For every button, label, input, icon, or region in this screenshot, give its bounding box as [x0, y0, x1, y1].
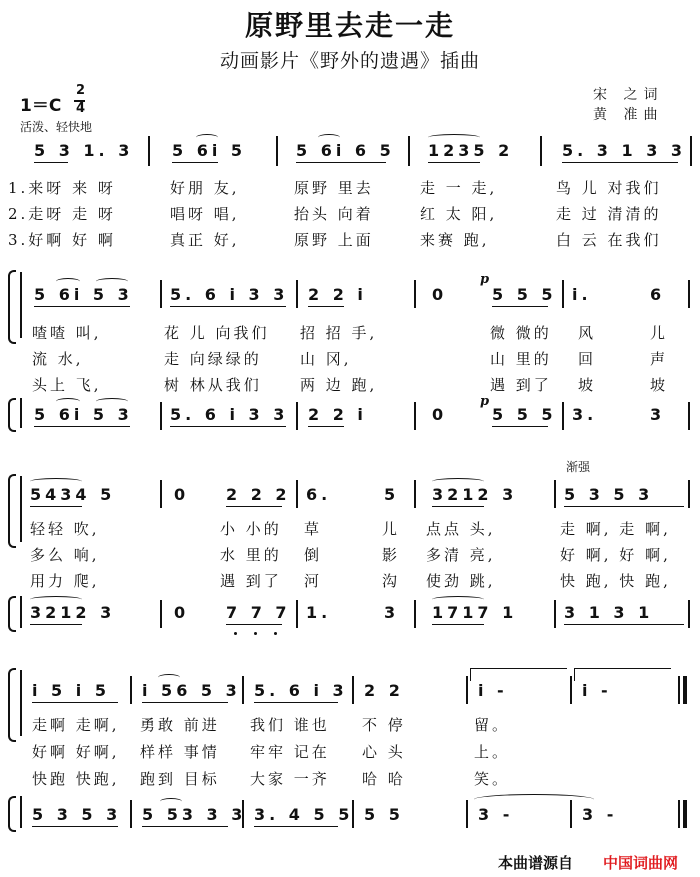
lyric-verse2: 多清 亮, — [426, 546, 496, 564]
slur — [96, 278, 128, 285]
measure-notes: 5 6i 5 3 — [34, 285, 133, 304]
low-octave-dot — [234, 632, 237, 635]
beam-line — [492, 306, 548, 307]
beam-line — [32, 826, 118, 827]
slur — [56, 278, 80, 285]
barline — [466, 676, 468, 704]
measure-notes: 0 — [174, 603, 190, 622]
lyric-verse2: 影 — [382, 546, 401, 564]
lyric-verse1: 花 儿 向我们 — [164, 324, 270, 342]
dynamic-marking: p — [480, 272, 490, 287]
measure-notes: 5. 3 1 3 3 — [562, 141, 687, 160]
final-barline-thin — [678, 800, 680, 828]
measure-notes: 5434 5 — [30, 485, 116, 504]
lyric-verse1: 1.来呀 来 呀 — [8, 179, 116, 197]
barline — [160, 600, 162, 628]
beam-line — [172, 162, 218, 163]
barline — [352, 676, 354, 704]
measure-notes: i - — [582, 681, 612, 700]
lyric-verse3: 快跑 快跑, — [32, 770, 120, 788]
measure-notes: 3212 3 — [432, 485, 518, 504]
lyric-verse3: 沟 — [382, 572, 401, 590]
measure-notes: 2 2 — [364, 681, 404, 700]
final-barline-thick — [683, 676, 687, 704]
barline — [466, 800, 468, 828]
measure-notes: 5. 6 i 3 3 — [170, 285, 289, 304]
measure-notes: 3 - — [478, 805, 514, 824]
key-signature: 1＝C — [20, 96, 62, 116]
barline — [414, 480, 416, 508]
lyric-verse3: 树 林从我们 — [164, 376, 262, 394]
lyric-verse2: 牢牢 记在 — [250, 743, 330, 761]
beam-line — [296, 162, 386, 163]
measure-notes: 5 6i 5 — [172, 141, 247, 160]
measure-notes: 3. — [572, 405, 598, 424]
barline — [688, 480, 690, 508]
barline — [296, 600, 298, 628]
lyric-verse2: 回 — [578, 350, 597, 368]
measure-notes: 5 5 5 — [492, 285, 557, 304]
beam-line — [308, 426, 344, 427]
lyric-verse3: 坡 — [650, 376, 669, 394]
measure-notes: 5 5 — [364, 805, 404, 824]
measure-notes: i 56 5 3 — [142, 681, 241, 700]
system-brace — [8, 796, 16, 832]
beam-line — [564, 624, 684, 625]
lyric-verse2: 山 里的 — [490, 350, 552, 368]
beam-line — [564, 506, 684, 507]
lyric-verse1: 鸟 儿 对我们 — [556, 179, 662, 197]
lyric-verse1: 儿 — [382, 520, 401, 538]
beam-line — [492, 426, 548, 427]
low-octave-dot — [254, 632, 257, 635]
slur — [96, 398, 128, 405]
measure-notes: 1235 2 — [428, 141, 514, 160]
measure-notes: 5 3 5 3 — [564, 485, 654, 504]
lyric-verse1: 风 — [578, 324, 597, 342]
lyric-verse1: 不 停 — [362, 716, 406, 734]
lyric-verse3: 笑。 — [474, 770, 511, 788]
source-label: 本曲谱源自 — [498, 854, 574, 872]
system-bar — [20, 596, 22, 628]
slur — [30, 596, 82, 603]
barline — [688, 280, 690, 308]
slur — [160, 798, 182, 805]
crescendo-marking: 渐强 — [566, 460, 591, 474]
measure-notes: 6 — [650, 285, 666, 304]
final-barline-thick — [683, 800, 687, 828]
measure-notes: 5. 6 i 3 3 — [170, 405, 289, 424]
source-site-link[interactable]: 中国词曲网 — [603, 854, 679, 872]
beam-line — [34, 162, 68, 163]
beam-line — [170, 426, 286, 427]
slur — [318, 134, 340, 141]
lyric-verse2: 样样 事情 — [140, 743, 220, 761]
lyric-verse1: 原野 里去 — [294, 179, 374, 197]
beam-line — [30, 506, 82, 507]
barline — [148, 136, 150, 166]
system-brace — [8, 398, 16, 432]
lyric-verse3: 河 — [304, 572, 323, 590]
system-bar — [20, 398, 22, 428]
slur — [158, 674, 180, 681]
ending-bracket — [470, 668, 567, 681]
lyric-verse3: 使劲 跳, — [426, 572, 496, 590]
beam-line — [226, 624, 282, 625]
lyric-verse1: 喳喳 叫, — [32, 324, 102, 342]
lyric-verse2: 走 过 清清的 — [556, 205, 662, 223]
slur — [196, 134, 218, 141]
lyric-verse2: 多么 响, — [30, 546, 100, 564]
beam-line — [30, 624, 82, 625]
lyric-verse1: 走 一 走, — [420, 179, 498, 197]
measure-notes: 5 — [384, 485, 400, 504]
composer-credit: 黄 准曲 — [593, 107, 664, 123]
beam-line — [32, 702, 118, 703]
lyric-verse2: 抬头 向着 — [294, 205, 374, 223]
measure-notes: i. — [572, 285, 592, 304]
measure-notes: 2 2 i — [308, 285, 367, 304]
system-bar — [20, 670, 22, 736]
time-signature-top: 2 — [76, 83, 86, 98]
beam-line — [428, 162, 480, 163]
measure-notes: 3. 4 5 5 — [254, 805, 354, 824]
system-bar — [20, 272, 22, 338]
lyric-verse3: 哈 哈 — [362, 770, 406, 788]
measure-notes: 2 2 i — [308, 405, 367, 424]
barline — [554, 600, 556, 628]
measure-notes: 5 53 3 3 — [142, 805, 247, 824]
slur — [428, 134, 480, 141]
measure-notes: 1. — [306, 603, 332, 622]
barline — [160, 480, 162, 508]
lyric-verse1: 留。 — [474, 716, 511, 734]
measure-notes: 6. — [306, 485, 332, 504]
beam-line — [142, 826, 228, 827]
lyric-verse2: 好 啊, 好 啊, — [560, 546, 671, 564]
system-bar — [20, 476, 22, 542]
lyric-verse2: 走 向绿绿的 — [164, 350, 262, 368]
system-brace — [8, 596, 16, 632]
barline — [160, 402, 162, 430]
system-brace — [8, 270, 16, 344]
measure-notes: 3 - — [582, 805, 618, 824]
lyric-verse3: 遇 到了 — [220, 572, 282, 590]
lyric-verse1: 点点 头, — [426, 520, 496, 538]
lyric-verse2: 倒 — [304, 546, 323, 564]
ending-bracket — [574, 668, 671, 681]
measure-notes: 3 1 3 1 — [564, 603, 654, 622]
measure-notes: i - — [478, 681, 508, 700]
measure-notes: 5 6i 5 3 — [34, 405, 133, 424]
barline — [408, 136, 410, 166]
lyric-verse2: 上。 — [474, 743, 511, 761]
measure-notes: 0 — [432, 405, 448, 424]
beam-line — [254, 826, 338, 827]
measure-notes: 1717 1 — [432, 603, 518, 622]
lyric-verse2: 山 冈, — [300, 350, 352, 368]
lyric-verse1: 勇敢 前进 — [140, 716, 220, 734]
lyric-verse2: 2.走呀 走 呀 — [8, 205, 116, 223]
lyric-verse1: 我们 谁也 — [250, 716, 330, 734]
measure-notes: 5 3 1. 3 — [34, 141, 134, 160]
slur — [432, 478, 484, 485]
barline — [130, 676, 132, 704]
song-subtitle: 动画影片《野外的遗遇》插曲 — [219, 50, 480, 72]
system-brace — [8, 668, 16, 742]
barline — [276, 136, 278, 166]
lyric-verse1: 走啊 走啊, — [32, 716, 120, 734]
lyric-verse2: 流 水, — [32, 350, 84, 368]
lyric-verse2: 心 头 — [362, 743, 406, 761]
barline — [554, 480, 556, 508]
lyric-verse3: 3.好啊 好 啊 — [8, 231, 116, 249]
measure-notes: 5 5 5 — [492, 405, 557, 424]
measure-notes: 7 7 7 — [226, 603, 291, 622]
lyric-verse3: 头上 飞, — [32, 376, 102, 394]
lyric-verse2: 声 — [650, 350, 669, 368]
lyric-verse3: 用力 爬, — [30, 572, 100, 590]
barline — [414, 280, 416, 308]
lyric-verse1: 小 小的 — [220, 520, 282, 538]
measure-notes: 5 3 5 3 — [32, 805, 122, 824]
barline — [414, 402, 416, 430]
lyric-verse1: 轻轻 吹, — [30, 520, 100, 538]
beam-line — [432, 506, 484, 507]
measure-notes: 0 — [432, 285, 448, 304]
low-octave-dot — [274, 632, 277, 635]
lyric-verse1: 草 — [304, 520, 323, 538]
lyricist-credit: 宋 之词 — [593, 87, 664, 103]
lyric-verse2: 好啊 好啊, — [32, 743, 120, 761]
lyric-verse1: 儿 — [650, 324, 669, 342]
lyric-verse3: 白 云 在我们 — [556, 231, 662, 249]
slur — [30, 478, 82, 485]
system-bar — [20, 796, 22, 828]
beam-line — [34, 426, 130, 427]
barline — [688, 402, 690, 430]
measure-notes: 0 — [174, 485, 190, 504]
beam-line — [34, 306, 130, 307]
barline — [570, 676, 572, 704]
final-barline-thin — [678, 676, 680, 704]
measure-notes: 5. 6 i 3 — [254, 681, 348, 700]
lyric-verse1: 微 微的 — [490, 324, 552, 342]
beam-line — [170, 306, 286, 307]
lyric-verse3: 坡 — [578, 376, 597, 394]
lyric-verse1: 好朋 友, — [170, 179, 240, 197]
measure-notes: 2 2 2 — [226, 485, 291, 504]
lyric-verse3: 来赛 跑, — [420, 231, 490, 249]
tie — [474, 794, 594, 805]
lyric-verse3: 大家 一齐 — [250, 770, 330, 788]
lyric-verse3: 原野 上面 — [294, 231, 374, 249]
barline — [296, 280, 298, 308]
measure-notes: 3 — [650, 405, 666, 424]
beam-line — [308, 306, 344, 307]
lyric-verse3: 跑到 目标 — [140, 770, 220, 788]
beam-line — [226, 506, 282, 507]
lyric-verse3: 遇 到了 — [490, 376, 552, 394]
measure-notes: 5 6i 6 5 — [296, 141, 395, 160]
lyric-verse1: 招 招 手, — [300, 324, 378, 342]
barline — [130, 800, 132, 828]
beam-line — [432, 624, 484, 625]
beam-line — [562, 162, 678, 163]
lyric-verse3: 两 边 跑, — [300, 376, 378, 394]
barline — [688, 600, 690, 628]
barline — [562, 402, 564, 430]
lyric-verse2: 红 太 阳, — [420, 205, 498, 223]
lyric-verse3: 真正 好, — [170, 231, 240, 249]
barline — [414, 600, 416, 628]
barline — [296, 402, 298, 430]
time-signature-bottom: 4 — [76, 101, 86, 116]
tempo-marking: 活泼、轻快地 — [20, 120, 93, 134]
barline — [540, 136, 542, 166]
measure-notes: i 5 i 5 — [32, 681, 110, 700]
beam-line — [142, 702, 228, 703]
barline — [242, 676, 244, 704]
measure-notes: 3 — [384, 603, 400, 622]
beam-line — [254, 702, 338, 703]
lyric-verse1: 走 啊, 走 啊, — [560, 520, 671, 538]
barline — [296, 480, 298, 508]
slur — [432, 596, 484, 603]
system-brace — [8, 474, 16, 548]
measure-notes: 3212 3 — [30, 603, 116, 622]
lyric-verse3: 快 跑, 快 跑, — [560, 572, 671, 590]
song-title: 原野里去走一走 — [244, 9, 455, 42]
barline — [690, 136, 692, 166]
lyric-verse2: 唱呀 唱, — [170, 205, 240, 223]
slur — [56, 398, 80, 405]
barline — [160, 280, 162, 308]
dynamic-marking: p — [480, 394, 490, 409]
lyric-verse2: 水 里的 — [220, 546, 282, 564]
barline — [562, 280, 564, 308]
